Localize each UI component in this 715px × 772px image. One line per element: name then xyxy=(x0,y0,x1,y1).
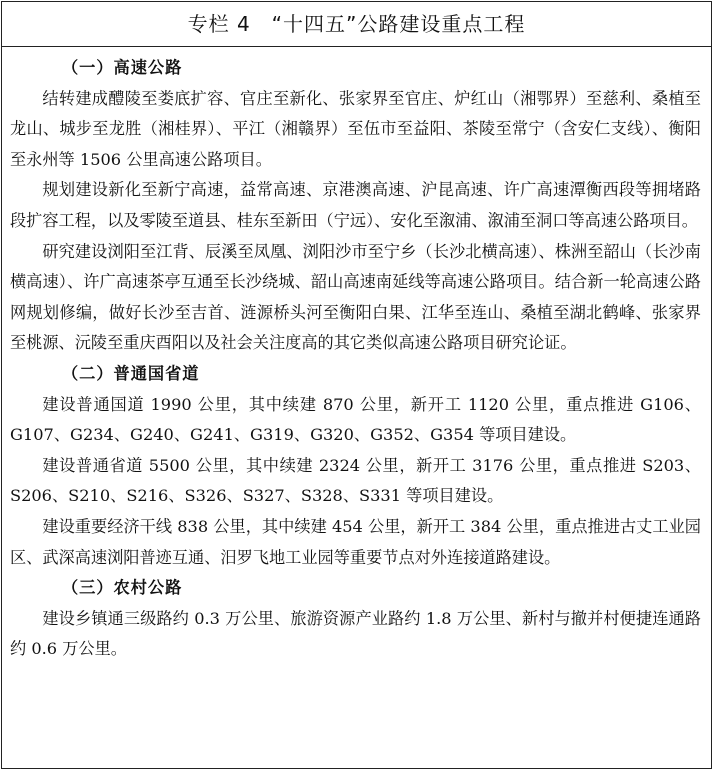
paragraph: 建设重要经济干线 838 公里，其中续建 454 公里，新开工 384 公里，重点推进古丈工业园区、武深高速浏阳普迹互通、汨罗飞地工业园等重要节点对外连接道路建设。 xyxy=(10,516,701,567)
feature-box xyxy=(1,1,712,769)
section-heading: （三）农村公路 xyxy=(62,578,183,598)
paragraph: 建设普通省道 5500 公里，其中续建 2324 公里，新开工 3176 公里，重点推进 S203、S206、S210、S216、S326、S327、S328、S331 等项目建设。 xyxy=(10,455,701,506)
box-content xyxy=(2,47,711,665)
box-title: 专栏 4 “十四五”公路建设重点工程 xyxy=(2,2,711,47)
paragraph: 建设乡镇通三级路约 0.3 万公里、旅游资源产业路约 1.8 万公里、新村与撤并村便捷连通路约 0.6 万公里。 xyxy=(10,608,701,659)
section-heading: （二）普通国省道 xyxy=(62,363,200,383)
section-heading: （一）高速公路 xyxy=(62,58,183,77)
section-national-provincial-roads xyxy=(10,359,701,573)
paragraph: 结转建成醴陵至娄底扩容、官庄至新化、张家界至官庄、炉红山（湘鄂界）至慈利、桑植至龙山、城步至龙胜（湘桂界）、平江（湘赣界）至伍市至益阳、茶陵至常宁（含安仁支线）、衡阳至永州等 1506 公里高速公路项目。 xyxy=(10,88,701,169)
section-expressway xyxy=(10,53,701,359)
paragraph: 规划建设新化至新宁高速，益常高速、京港澳高速、沪昆高速、许广高速潭衡西段等拥堵路段扩容工程，以及零陵至道县、桂东至新田（宁远）、安化至溆浦、溆浦至洞口等高速公路项目。 xyxy=(10,180,701,230)
paragraph: 建设普通国道 1990 公里，其中续建 870 公里，新开工 1120 公里，重点推进 G106、G107、G234、G240、G241、G319、G320、G352、G354 等项目建设。 xyxy=(10,394,701,445)
section-rural-roads xyxy=(10,573,701,665)
paragraph: 研究建设浏阳至江背、辰溪至凤凰、浏阳沙市至宁乡（长沙北横高速）、株洲至韶山（长沙南横高速）、许广高速茶亭互通至长沙绕城、韶山高速南延线等高速公路项目。结合新一轮高速公路网规划修编，做好长沙至吉首、涟源桥头河至衡阳白果、江华至连山、桑植至湖北鹤峰、张家界至桃源、沅陵至重庆酉阳以及社会关注度高的其它类似高速公路项目研究论证。 xyxy=(10,241,701,353)
